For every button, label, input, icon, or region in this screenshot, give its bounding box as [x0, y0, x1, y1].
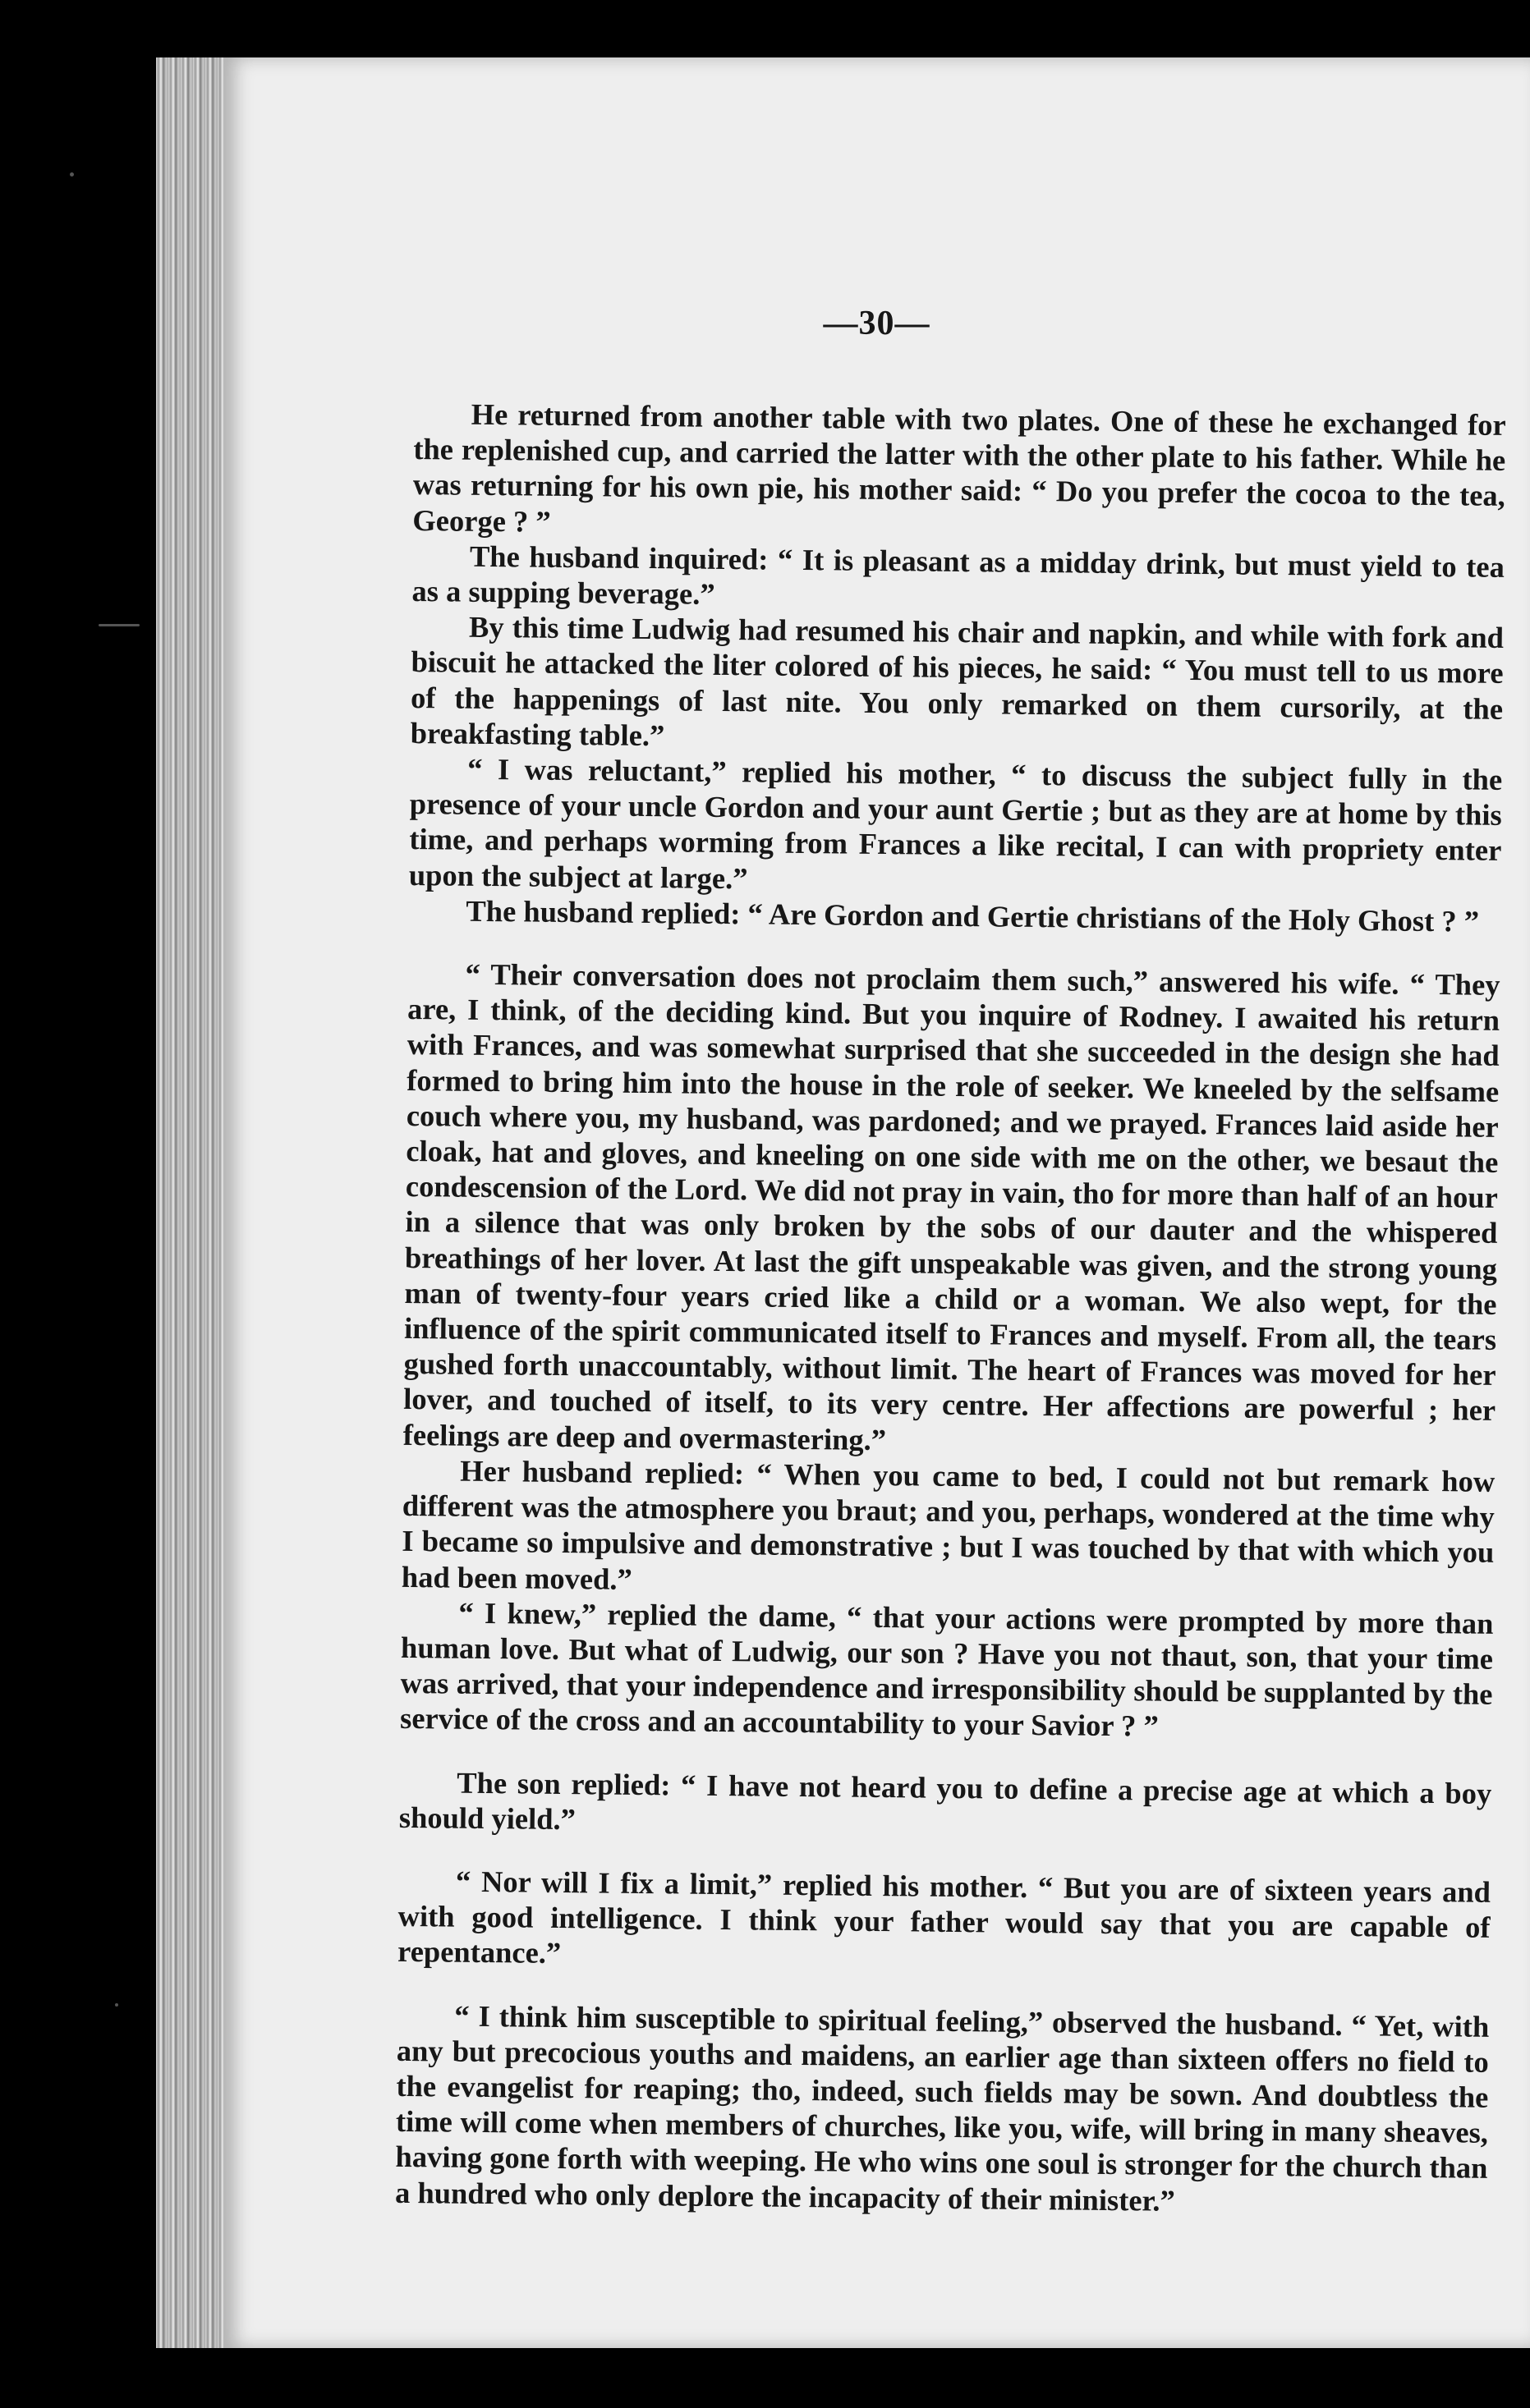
paragraph: The son replied: “ I have not heard you to define a precise age at which a boy should yield.”	[398, 1765, 1492, 1836]
book-binding-edge	[156, 57, 232, 2348]
page-number: —30—	[823, 305, 930, 342]
paragraph: “ Their conversation does not proclaim them such,” answered his wife. “ They are, I think, of the deciding kind. But you inquire of Rodney. I awaited his return with Frances, and was somewhat surprised that she succeeded in the design she had formed to bring him into the house in the role of seeker. We kneeled by the selfsame couch where you, my husband, was pardoned; and we prayed. Frances laid aside her cloak, hat and gloves, and kneeling on one side with me on the other, we besaut the condescension of the Lord. We did not pray in vain, tho for more than half of an hour in a silence that was only broken by the sobs of our dauter and the whispered breathings of her lover. At last the gift unspeakable was given, and the strong young man of twenty-four years cried like a child or a woman. We also wept, for the influence of the spirit communicated itself to Frances and myself. From all, the tears gushed forth unaccountably, without limit. The heart of Frances was moved for her lover, and touched of itself, to its very centre. Her affections are powerful ; her feelings are deep and overmastering.”	[402, 956, 1500, 1456]
paragraph: By this time Ludwig had resumed his chair and napkin, and while with fork and biscuit he attacked the liter colored of his pieces, he said: “ You must tell to us more of the happenings of last nite. You only remarked on them cursorily, at the breakfasting table.”	[410, 609, 1505, 753]
paragraph: “ Nor will I fix a limit,” replied his mother. “ But you are of sixteen years and with good intelligence. I think your father would say that you are capable of repentance.”	[397, 1864, 1491, 1970]
paragraph: The husband inquired: “ It is pleasant as a midday drink, but must yield to tea as a supping beverage.”	[411, 539, 1505, 611]
paragraph: “ I knew,” replied the dame, “ that your actions were prompted by more than human love. But what of Ludwig, our son ? Have you not thaut, son, that your time was arrived, that your independence and irresponsibility should be supplanted by the service of the cross and an accountability to your Savior ? ”	[399, 1595, 1494, 1743]
page-sheet	[223, 57, 1530, 2348]
paragraph: “ I was reluctant,” replied his mother, “ to discuss the subject fully in the presence of your uncle Gordon and your aunt Gertie ; but as they are at home by this time, and perhaps worming from Frances a like recital, I can with propriety enter upon the subject at large.”	[408, 751, 1503, 895]
body-text	[395, 396, 1506, 2222]
scan-speck	[99, 624, 140, 626]
paragraph: He returned from another table with two plates. One of these he exchanged for the replenished cup, and carried the latter with the other plate to his father. While he was returning for his own pie, his mother said: “ Do you prefer the cocoa to the tea, George ? ”	[412, 397, 1506, 539]
paragraph: The husband replied: “ Are Gordon and Gertie christians of the Holy Ghost ? ”	[466, 893, 1480, 938]
scan-speck	[70, 172, 74, 177]
paragraph: “ I think him susceptible to spiritual feeling,” observed the husband. “ Yet, with any but precocious youths and maidens, an earlier age than sixteen offers no field to the evangelist for reaping; tho, indeed, such fields may be sown. And doubtless the time will come when members of churches, like you, wife, will bring in many sheaves, having gone forth with weeping. He who wins one soul is stronger for the church than a hundred who only deplore the incapacity of their minister.”	[394, 1998, 1490, 2218]
scan-speck	[115, 2003, 118, 2007]
paragraph: Her husband replied: “ When you came to bed, I could not but remark how different was the atmosphere you braut; and you, perhaps, wondered at the time why I became so impulsive and demonstrative ; but I was touched by that with which you had been moved.”	[401, 1453, 1496, 1596]
